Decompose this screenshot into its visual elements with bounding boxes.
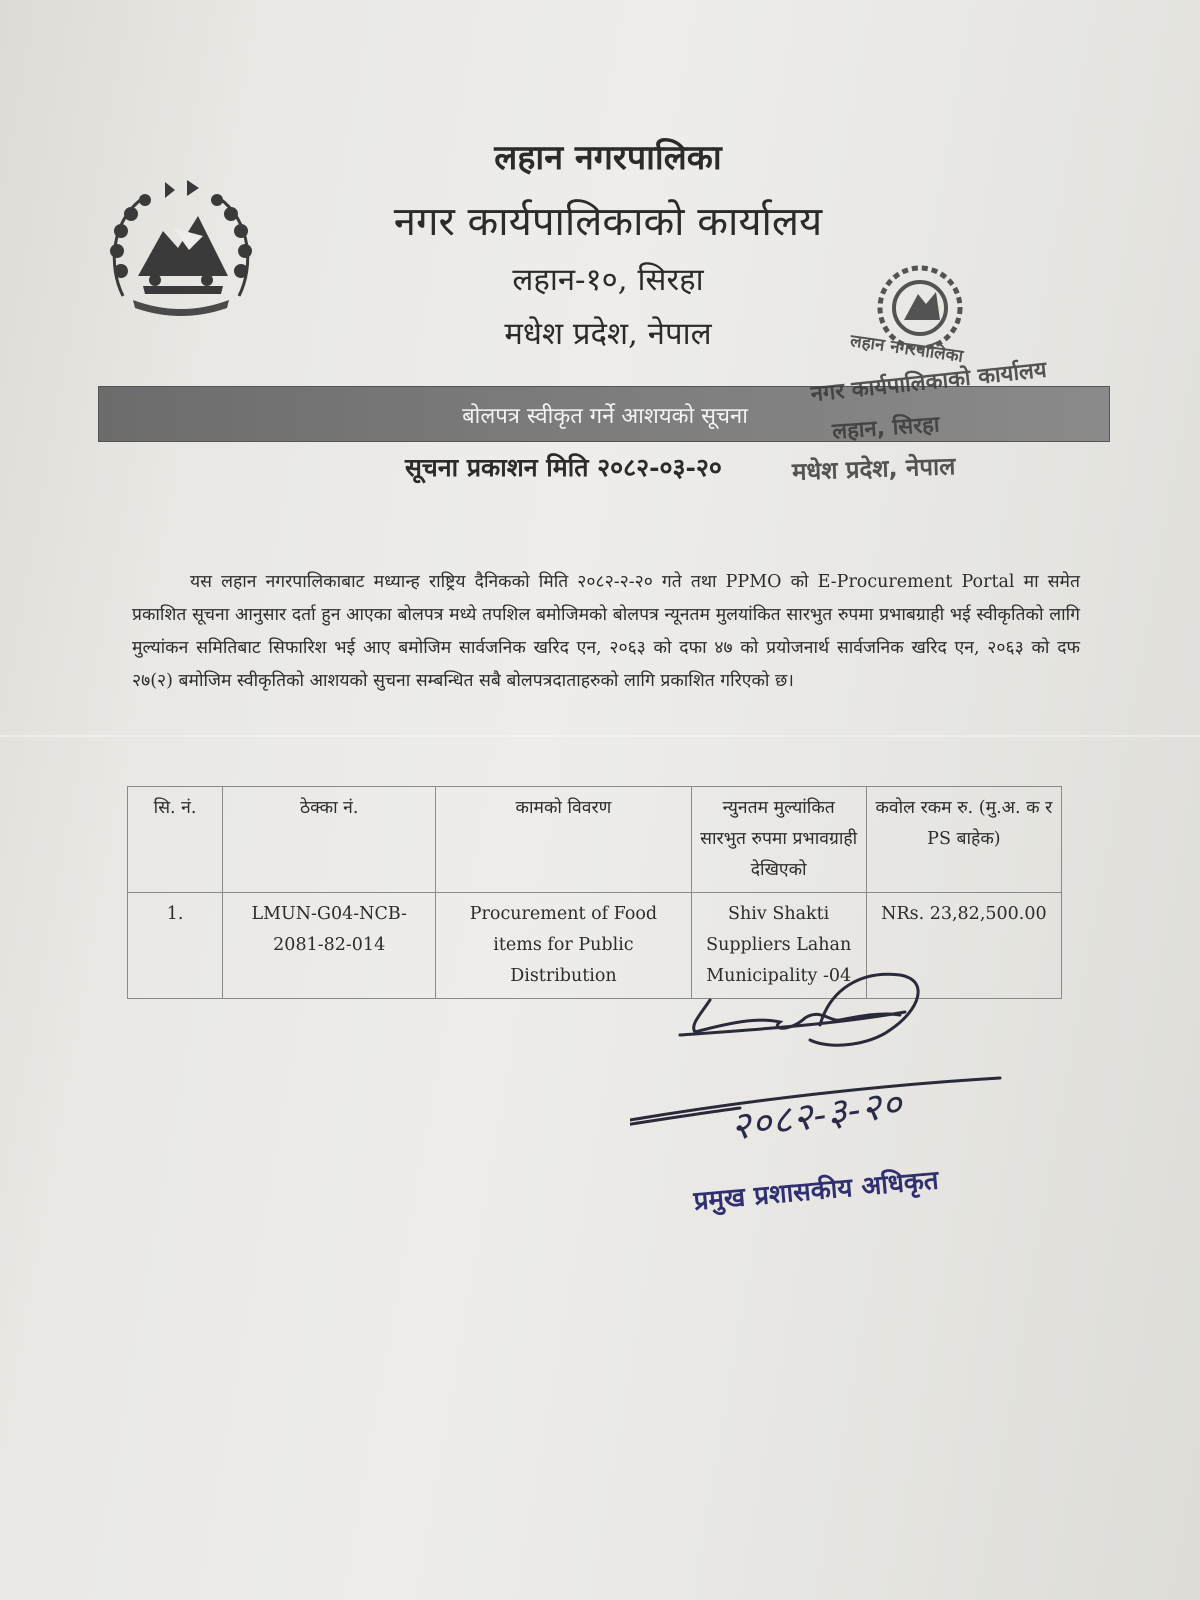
stamp-text-line1: लहान नगरपालिका <box>848 331 965 367</box>
stamp-text-line2: नगर कार्यपालिकाको कार्यालय <box>809 357 1048 408</box>
municipality-name: लहान नगरपालिका <box>494 138 722 178</box>
header-contract-number: ठेक्का नं. <box>223 787 436 893</box>
handwritten-date: २०८२-३-२० <box>727 1081 906 1149</box>
publication-date: सूचना प्रकाशन मिति २०८२-०३-२० <box>405 453 722 482</box>
cell-selected-bidder: Shiv Shakti Suppliers Lahan Municipality -04 <box>691 893 866 999</box>
office-stamp <box>791 262 1048 507</box>
officer-designation: प्रमुख प्रशासकीय अधिकृत <box>692 1165 940 1217</box>
notice-body-paragraph: यस लहान नगरपालिकाबाट मध्यान्ह राष्ट्रिय दैनिकको मिति २०८२-२-२० गते तथा PPMO को E-Procurement Portal मा समेत प्रकाशित सूचना आनुसार दर्ता हुन आएका बोलपत्र मध्ये तपशिल बमोजिमको बोलपत्र न्यूनतम मुलयांकित सारभुत रुपमा प्रभाबग्राही भई स्वीकृतिको लागि मुल्यांकन समितिबाट सिफारिश भई आए बमोजिम सार्वजनिक खरिद एन, २०६३ को दफा ४७ को प्रयोजनार्थ सार्वजनिक खरिद एन, २०६३ को दफ २७(२) बमोजिम स्वीकृतिको आशयको सुचना सम्बन्धित सबै बोलपत्रदाताहरुको लागि प्रकाशित गरिएको छ। <box>132 572 1080 691</box>
header-work-description: कामको विवरण <box>436 787 691 893</box>
stamp-text-line4: मधेश प्रदेश, नेपाल <box>791 452 956 486</box>
stamp-text-line3: लहान, सिरहा <box>831 412 941 445</box>
cell-work-description: Procurement of Food items for Public Distribution <box>436 893 691 999</box>
header-bid-amount: कवोल रकम रु. (मु.अ. क र PS बाहेक) <box>866 787 1061 893</box>
paper-fold <box>0 735 1200 737</box>
cell-contract-number: LMUN-G04-NCB-2081-82-014 <box>223 893 436 999</box>
cell-serial-number: 1. <box>128 893 223 999</box>
notice-title: बोलपत्र स्वीकृत गर्ने आशयको सूचना <box>462 404 748 429</box>
province-name: मधेश प्रदेश, नेपाल <box>504 316 712 352</box>
header-selected-bidder: न्युनतम मुल्यांकित सारभुत रुपमा प्रभावग्राही देखिएको <box>691 787 866 893</box>
header-serial-number: सि. नं. <box>128 787 223 893</box>
office-name: नगर कार्यपालिकाको कार्यालय <box>393 199 823 245</box>
table-header-row <box>128 787 1062 893</box>
cell-bid-amount: NRs. 23,82,500.00 <box>866 893 1061 999</box>
office-address: लहान-१०, सिरहा <box>512 262 704 298</box>
